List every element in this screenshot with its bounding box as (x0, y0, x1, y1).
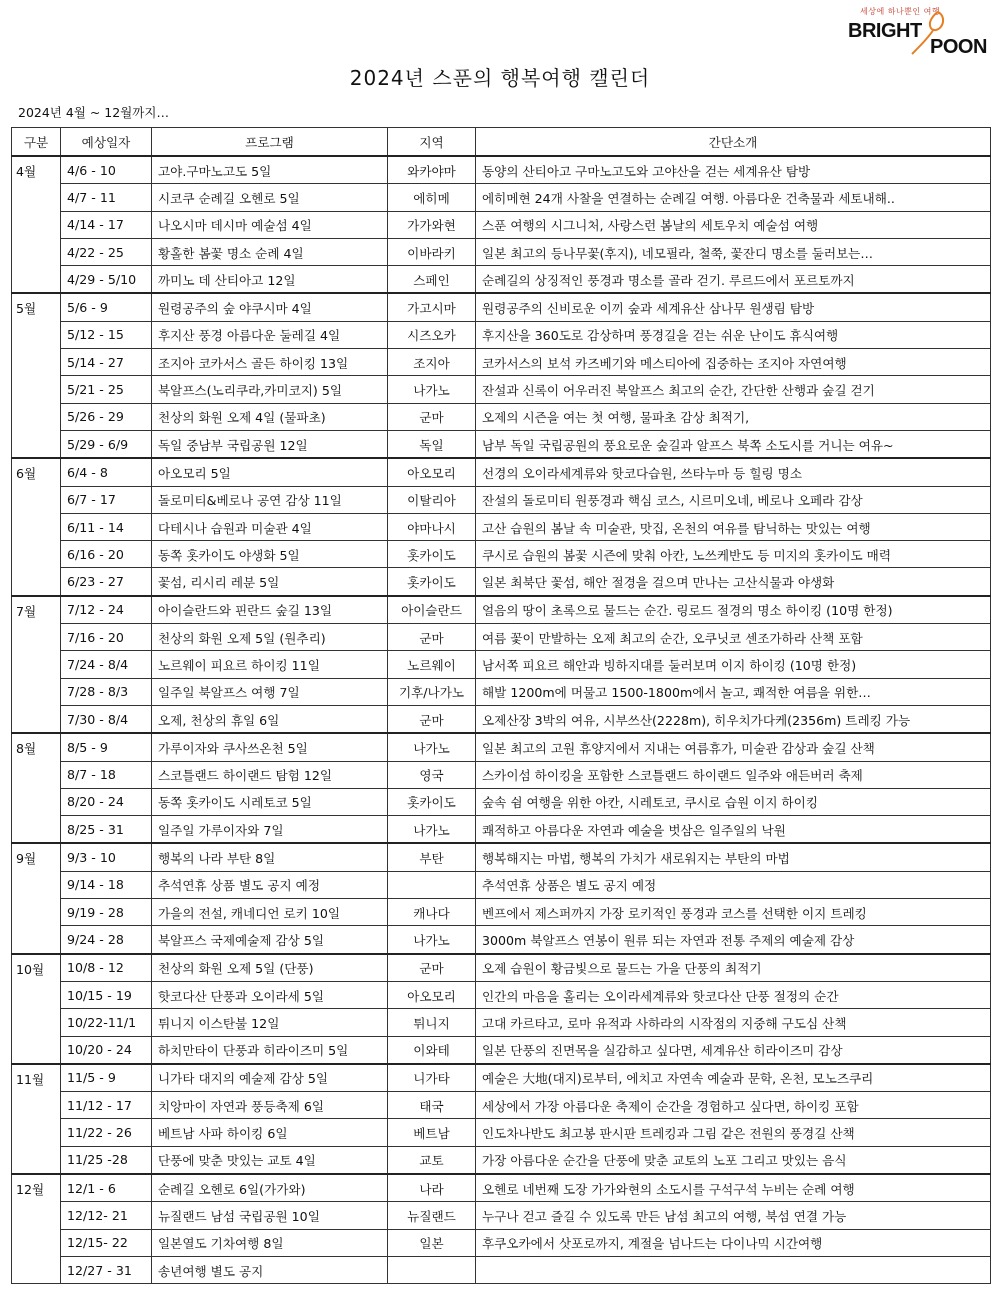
program-cell: 스코틀랜드 하이랜드 탐험 12일 (152, 761, 388, 788)
region-cell: 홋카이도 (388, 788, 476, 815)
program-cell: 일주일 북알프스 여행 7일 (152, 678, 388, 705)
table-row (12, 981, 991, 1008)
region-cell (388, 1256, 476, 1283)
region-cell: 나가노 (388, 926, 476, 954)
program-cell: 송년여행 별도 공지 (152, 1256, 388, 1283)
region-cell: 나가노 (388, 816, 476, 844)
date-cell: 5/14 - 27 (61, 349, 152, 376)
region-cell: 태국 (388, 1092, 476, 1119)
month-cell: 4월 (12, 156, 61, 293)
region-cell: 아오모리 (388, 981, 476, 1008)
region-cell: 일본 (388, 1229, 476, 1256)
date-cell: 9/14 - 18 (61, 871, 152, 898)
description-cell: 원령공주의 신비로운 이끼 숲과 세계유산 삼나무 원생림 탐방 (476, 293, 991, 321)
description-cell: 누구나 걷고 즐길 수 있도록 만든 남섬 최고의 여행, 북섬 연결 가능 (476, 1202, 991, 1229)
program-cell: 핫코다산 단풍과 오이라세 5일 (152, 981, 388, 1008)
table-row (12, 376, 991, 403)
date-cell: 10/20 - 24 (61, 1036, 152, 1064)
region-cell: 가고시마 (388, 293, 476, 321)
date-cell: 9/24 - 28 (61, 926, 152, 954)
description-cell: 예술은 大地(대지)로부터, 에치고 자연속 예술과 문학, 온천, 모노즈쿠리 (476, 1064, 991, 1092)
program-cell: 단풍에 맞춘 맛있는 교토 4일 (152, 1146, 388, 1174)
program-cell: 베트남 사파 하이킹 6일 (152, 1119, 388, 1146)
program-cell: 나오시마 데시마 예술섬 4일 (152, 211, 388, 238)
description-cell: 벤프에서 제스퍼까지 가장 로키적인 풍경과 코스를 선택한 이지 트레킹 (476, 899, 991, 926)
table-row (12, 1146, 991, 1174)
date-cell: 6/16 - 20 (61, 541, 152, 568)
table-row (12, 1174, 991, 1202)
program-cell: 천상의 화원 오제 5일 (단풍) (152, 954, 388, 982)
table-row (12, 430, 991, 458)
table-row (12, 1064, 991, 1092)
date-cell: 5/26 - 29 (61, 403, 152, 430)
description-cell: 동양의 산티아고 구마노고도와 고야산을 걷는 세계유산 탐방 (476, 156, 991, 184)
date-cell: 9/3 - 10 (61, 843, 152, 871)
program-cell: 고야.구마노고도 5일 (152, 156, 388, 184)
region-cell: 와카야마 (388, 156, 476, 184)
program-cell: 일본열도 기차여행 8일 (152, 1229, 388, 1256)
table-row (12, 926, 991, 954)
date-cell: 8/7 - 18 (61, 761, 152, 788)
date-cell: 5/12 - 15 (61, 321, 152, 348)
description-cell: 남부 독일 국립공원의 풍요로운 숲길과 알프스 북쪽 소도시를 거니는 여유~ (476, 430, 991, 458)
program-cell: 조지아 코카서스 골든 하이킹 13일 (152, 349, 388, 376)
date-cell: 6/11 - 14 (61, 513, 152, 540)
program-cell: 뉴질랜드 남섬 국립공원 10일 (152, 1202, 388, 1229)
description-cell (476, 1256, 991, 1283)
description-cell: 선경의 오이라세계류와 핫코다습원, 쓰타누마 등 힐링 명소 (476, 458, 991, 486)
program-cell: 천상의 화원 오제 5일 (원추리) (152, 624, 388, 651)
date-cell: 12/1 - 6 (61, 1174, 152, 1202)
description-cell: 코카서스의 보석 카즈베기와 메스티아에 집중하는 조지아 자연여행 (476, 349, 991, 376)
date-cell: 7/16 - 20 (61, 624, 152, 651)
date-cell: 12/12- 21 (61, 1202, 152, 1229)
program-cell: 동쪽 홋카이도 야생화 5일 (152, 541, 388, 568)
region-cell: 나가노 (388, 733, 476, 761)
date-cell: 4/29 - 5/10 (61, 266, 152, 294)
region-cell: 독일 (388, 430, 476, 458)
date-cell: 8/25 - 31 (61, 816, 152, 844)
region-cell: 기후/나가노 (388, 678, 476, 705)
program-cell: 까미노 데 산티아고 12일 (152, 266, 388, 294)
region-cell: 시즈오카 (388, 321, 476, 348)
date-cell: 4/6 - 10 (61, 156, 152, 184)
program-cell: 오제, 천상의 휴일 6일 (152, 705, 388, 733)
description-cell: 고대 카르타고, 로마 유적과 사하라의 시작점의 지중해 구도심 산책 (476, 1009, 991, 1036)
description-cell: 오제 습원이 황금빛으로 물드는 가을 단풍의 최적기 (476, 954, 991, 982)
description-cell: 스푼 여행의 시그니처, 사랑스런 봄날의 세토우치 예술섬 여행 (476, 211, 991, 238)
program-cell: 니가타 대지의 예술제 감상 5일 (152, 1064, 388, 1092)
description-cell: 인도차나반도 최고봉 판시판 트레킹과 그림 같은 전원의 풍경길 산책 (476, 1119, 991, 1146)
region-cell: 가가와현 (388, 211, 476, 238)
date-cell: 7/12 - 24 (61, 596, 152, 624)
description-cell: 행복해지는 마법, 행복의 가치가 새로워지는 부탄의 마법 (476, 843, 991, 871)
table-row (12, 156, 991, 184)
program-cell: 천상의 화원 오제 4일 (물파초) (152, 403, 388, 430)
program-cell: 독일 중남부 국립공원 12일 (152, 430, 388, 458)
table-row (12, 349, 991, 376)
description-cell: 세상에서 가장 아름다운 축제이 순간을 경험하고 싶다면, 하이킹 포함 (476, 1092, 991, 1119)
table-row (12, 211, 991, 238)
date-cell: 8/20 - 24 (61, 788, 152, 815)
table-row (12, 486, 991, 513)
description-cell: 인간의 마음을 홀리는 오이라세계류와 핫코다산 단풍 절정의 순간 (476, 981, 991, 1008)
table-row (12, 678, 991, 705)
table-row (12, 238, 991, 265)
date-cell: 11/22 - 26 (61, 1119, 152, 1146)
program-cell: 치앙마이 자연과 풍등축제 6일 (152, 1092, 388, 1119)
description-cell: 고산 습원의 봄날 속 미술관, 맛집, 온천의 여유를 탐닉하는 맛있는 여행 (476, 513, 991, 540)
table-row (12, 651, 991, 678)
region-cell: 스페인 (388, 266, 476, 294)
region-cell: 이탈리아 (388, 486, 476, 513)
date-cell: 12/27 - 31 (61, 1256, 152, 1283)
program-cell: 돌로미티&베로나 공연 감상 11일 (152, 486, 388, 513)
date-cell: 5/21 - 25 (61, 376, 152, 403)
date-cell: 11/5 - 9 (61, 1064, 152, 1092)
table-row (12, 954, 991, 982)
description-cell: 후지산을 360도로 감상하며 풍경길을 걷는 쉬운 난이도 휴식여행 (476, 321, 991, 348)
program-cell: 아이슬란드와 핀란드 숲길 13일 (152, 596, 388, 624)
program-cell: 후지산 풍경 아름다운 둘레길 4일 (152, 321, 388, 348)
date-cell: 10/22-11/1 (61, 1009, 152, 1036)
table-row (12, 788, 991, 815)
date-cell: 6/23 - 27 (61, 568, 152, 596)
region-cell: 튀니지 (388, 1009, 476, 1036)
table-row (12, 1119, 991, 1146)
region-cell: 나가노 (388, 376, 476, 403)
table-row (12, 541, 991, 568)
month-cell: 5월 (12, 293, 61, 458)
program-cell: 행복의 나라 부탄 8일 (152, 843, 388, 871)
description-cell: 후쿠오카에서 삿포로까지, 계절을 넘나드는 다이나믹 시간여행 (476, 1229, 991, 1256)
region-cell: 영국 (388, 761, 476, 788)
program-cell: 북알프스(노리쿠라,카미코지) 5일 (152, 376, 388, 403)
month-cell: 11월 (12, 1064, 61, 1174)
table-row (12, 568, 991, 596)
description-cell: 일본 최북단 꽃섬, 해안 절경을 걸으며 만나는 고산식물과 야생화 (476, 568, 991, 596)
month-cell: 12월 (12, 1174, 61, 1284)
date-cell: 8/5 - 9 (61, 733, 152, 761)
date-cell: 7/30 - 8/4 (61, 705, 152, 733)
region-cell: 홋카이도 (388, 568, 476, 596)
table-row (12, 321, 991, 348)
program-cell: 원령공주의 숲 야쿠시마 4일 (152, 293, 388, 321)
month-cell: 6월 (12, 458, 61, 595)
region-cell: 아오모리 (388, 458, 476, 486)
region-cell: 군마 (388, 403, 476, 430)
region-cell: 이와테 (388, 1036, 476, 1064)
table-row (12, 705, 991, 733)
program-cell: 시코쿠 순례길 오헨로 5일 (152, 184, 388, 211)
date-cell: 4/7 - 11 (61, 184, 152, 211)
description-cell: 3000m 북알프스 연봉이 원류 되는 자연과 전통 주제의 예술제 감상 (476, 926, 991, 954)
region-cell: 니가타 (388, 1064, 476, 1092)
program-cell: 동쪽 홋카이도 시레토코 5일 (152, 788, 388, 815)
table-row (12, 871, 991, 898)
description-cell: 여름 꽃이 만발하는 오제 최고의 순간, 오쿠닛코 센조가하라 산책 포함 (476, 624, 991, 651)
region-cell: 아이슬란드 (388, 596, 476, 624)
program-cell: 노르웨이 피요르 하이킹 11일 (152, 651, 388, 678)
program-cell: 꽃섬, 리시리 레분 5일 (152, 568, 388, 596)
date-cell: 4/14 - 17 (61, 211, 152, 238)
description-cell: 가장 아름다운 순간을 단풍에 맞춘 교토의 노포 그리고 맛있는 음식 (476, 1146, 991, 1174)
description-cell: 일본 단풍의 진면목을 실감하고 싶다면, 세계유산 히라이즈미 감상 (476, 1036, 991, 1064)
calendar-table (11, 127, 991, 1284)
table-row (12, 816, 991, 844)
description-cell: 스카이섬 하이킹을 포함한 스코틀랜드 하이랜드 일주와 애든버러 축제 (476, 761, 991, 788)
table-row (12, 596, 991, 624)
logo-word-poon: POON (930, 36, 987, 58)
table-row (12, 761, 991, 788)
table-row (12, 513, 991, 540)
description-cell: 에히메현 24개 사찰을 연결하는 순례길 여행. 아름다운 건축물과 세토내해.. (476, 184, 991, 211)
program-cell: 튀니지 이스탄불 12일 (152, 1009, 388, 1036)
region-cell: 군마 (388, 705, 476, 733)
table-row (12, 843, 991, 871)
description-cell: 쾌적하고 아름다운 자연과 예술을 벗삼은 일주일의 낙원 (476, 816, 991, 844)
table-row (12, 266, 991, 294)
description-cell: 오헨로 네번째 도장 가가와현의 소도시를 구석구석 누비는 순례 여행 (476, 1174, 991, 1202)
table-row (12, 733, 991, 761)
table-header-row (12, 128, 991, 157)
table-row (12, 1092, 991, 1119)
date-cell: 5/29 - 6/9 (61, 430, 152, 458)
header-date: 예상일자 (61, 128, 152, 157)
program-cell: 다테시나 습원과 미술관 4일 (152, 513, 388, 540)
program-cell: 황홀한 봄꽃 명소 순례 4일 (152, 238, 388, 265)
date-cell: 11/25 -28 (61, 1146, 152, 1174)
region-cell: 야마나시 (388, 513, 476, 540)
date-cell: 5/6 - 9 (61, 293, 152, 321)
description-cell: 일본 최고의 등나무꽃(후지), 네모필라, 철쭉, 꽃잔디 명소를 둘러보는… (476, 238, 991, 265)
table-row (12, 1256, 991, 1283)
description-cell: 숲속 쉼 여행을 위한 아칸, 시레토코, 쿠시로 습원 이지 하이킹 (476, 788, 991, 815)
region-cell (388, 871, 476, 898)
header-program: 프로그램 (152, 128, 388, 157)
description-cell: 남서쪽 피요르 해안과 빙하지대를 둘러보며 이지 하이킹 (10명 한정) (476, 651, 991, 678)
logo-tagline: 세상에 하나뿐인 여행 (860, 7, 941, 16)
table-row (12, 1202, 991, 1229)
date-cell: 7/28 - 8/3 (61, 678, 152, 705)
date-cell: 10/8 - 12 (61, 954, 152, 982)
table-row (12, 293, 991, 321)
date-cell: 12/15- 22 (61, 1229, 152, 1256)
program-cell: 하치만타이 단풍과 히라이즈미 5일 (152, 1036, 388, 1064)
table-row (12, 1009, 991, 1036)
description-cell: 얼음의 땅이 초록으로 물드는 순간. 링로드 절경의 명소 하이킹 (10명 한정) (476, 596, 991, 624)
table-row (12, 1229, 991, 1256)
header-category: 구분 (12, 128, 61, 157)
program-cell: 아오모리 5일 (152, 458, 388, 486)
description-cell: 오제산장 3박의 여유, 시부쓰산(2228m), 히우치가다케(2356m) 트레킹 가능 (476, 705, 991, 733)
region-cell: 홋카이도 (388, 541, 476, 568)
table-row (12, 403, 991, 430)
table-row (12, 1036, 991, 1064)
program-cell: 일주일 가루이자와 7일 (152, 816, 388, 844)
region-cell: 에히메 (388, 184, 476, 211)
program-cell: 추석연휴 상품 별도 공지 예정 (152, 871, 388, 898)
program-cell: 순례길 오헨로 6일(가가와) (152, 1174, 388, 1202)
region-cell: 베트남 (388, 1119, 476, 1146)
program-cell: 북알프스 국제예술제 감상 5일 (152, 926, 388, 954)
date-cell: 6/7 - 17 (61, 486, 152, 513)
page-title: 2024년 스푼의 행복여행 캘린더 (349, 66, 651, 90)
region-cell: 뉴질랜드 (388, 1202, 476, 1229)
table-row (12, 899, 991, 926)
brand-logo (848, 6, 988, 58)
header-region: 지역 (388, 128, 476, 157)
region-cell: 부탄 (388, 843, 476, 871)
table-row (12, 458, 991, 486)
month-cell: 7월 (12, 596, 61, 733)
description-cell: 추석연휴 상품은 별도 공지 예정 (476, 871, 991, 898)
month-cell: 10월 (12, 954, 61, 1064)
region-cell: 노르웨이 (388, 651, 476, 678)
header-description: 간단소개 (476, 128, 991, 157)
date-cell: 4/22 - 25 (61, 238, 152, 265)
date-cell: 10/15 - 19 (61, 981, 152, 1008)
date-cell: 11/12 - 17 (61, 1092, 152, 1119)
region-cell: 교토 (388, 1146, 476, 1174)
region-cell: 군마 (388, 624, 476, 651)
month-cell: 9월 (12, 843, 61, 953)
table-row (12, 184, 991, 211)
date-cell: 9/19 - 28 (61, 899, 152, 926)
region-cell: 군마 (388, 954, 476, 982)
description-cell: 해발 1200m에 머물고 1500-1800m에서 놀고, 쾌적한 여름을 위한… (476, 678, 991, 705)
region-cell: 이바라키 (388, 238, 476, 265)
description-cell: 오제의 시즌을 여는 첫 여행, 물파초 감상 최적기, (476, 403, 991, 430)
date-cell: 6/4 - 8 (61, 458, 152, 486)
program-cell: 가을의 전설, 캐네디언 로키 10일 (152, 899, 388, 926)
description-cell: 쿠시로 습원의 봄꽃 시즌에 맞춰 아칸, 노쓰케반도 등 미지의 홋카이도 매력 (476, 541, 991, 568)
description-cell: 일본 최고의 고원 휴양지에서 지내는 여름휴가, 미술관 감상과 숲길 산책 (476, 733, 991, 761)
month-cell: 8월 (12, 733, 61, 843)
description-cell: 잔설과 신록이 어우러진 북알프스 최고의 순간, 간단한 산행과 숲길 걷기 (476, 376, 991, 403)
description-cell: 순례길의 상징적인 풍경과 명소를 골라 걷기. 루르드에서 포르토까지 (476, 266, 991, 294)
description-cell: 잔설의 돌로미티 원풍경과 핵심 코스, 시르미오네, 베로나 오페라 감상 (476, 486, 991, 513)
program-cell: 가루이자와 쿠사쓰온천 5일 (152, 733, 388, 761)
region-cell: 캐나다 (388, 899, 476, 926)
table-row (12, 624, 991, 651)
date-cell: 7/24 - 8/4 (61, 651, 152, 678)
logo-word-bright: BRIGHT (848, 20, 922, 42)
period-subtitle: 2024년 4월 ~ 12월까지… (18, 105, 169, 120)
region-cell: 조지아 (388, 349, 476, 376)
region-cell: 나라 (388, 1174, 476, 1202)
